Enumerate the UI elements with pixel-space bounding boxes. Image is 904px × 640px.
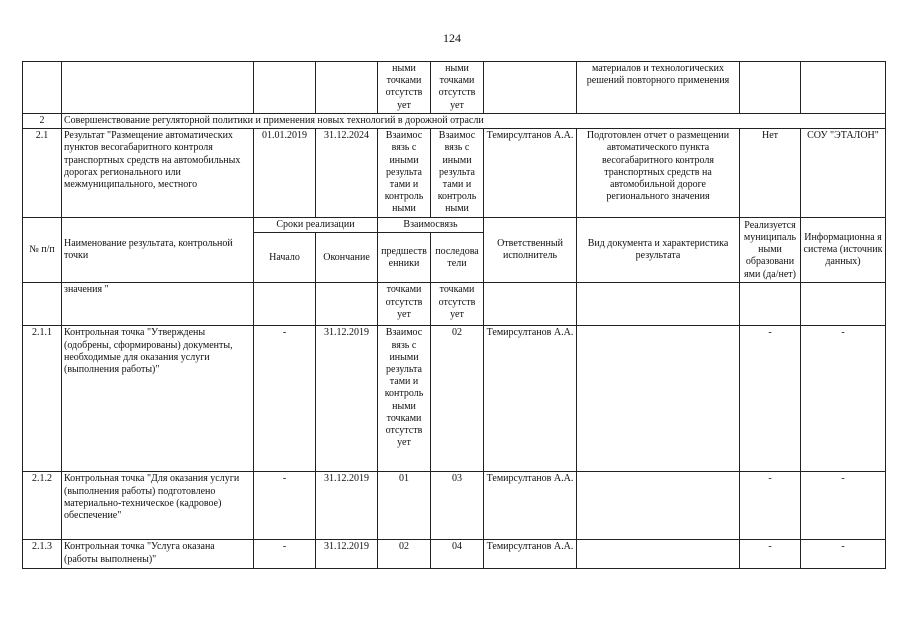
table-row — [23, 62, 886, 114]
responsible-cell: Темирсултанов А.А. — [484, 326, 577, 472]
checkpoint-name: Контрольная точка "Услуга оказана (работы выполнены)" — [62, 540, 254, 569]
header-predecessors: предшеств енники — [378, 233, 431, 283]
successors-cell: 04 — [431, 540, 484, 569]
table-row — [23, 283, 886, 326]
document-cell: Подготовлен отчет о размещении автоматического пункта весогабаритного контроля транспортных средств на автомобильной дороге регионального значения — [577, 129, 740, 218]
predecessors-cell: точками отсутств ует — [378, 283, 431, 326]
row-number: 2.1.1 — [23, 326, 62, 472]
successors-cell: точками отсутств ует — [431, 283, 484, 326]
table-row — [23, 472, 886, 540]
info-system-cell: - — [801, 472, 886, 540]
start-date: - — [254, 326, 316, 472]
municipal-cell: - — [740, 326, 801, 472]
document-cell — [577, 472, 740, 540]
table-header-row — [23, 218, 886, 233]
checkpoint-name: Контрольная точка "Для оказания услуги (выполнения работы) подготовлено материально-техническое (кадровое) обеспечение" — [62, 472, 254, 540]
start-date: - — [254, 472, 316, 540]
start-date: - — [254, 540, 316, 569]
row-number: 2 — [23, 114, 62, 129]
info-system-cell: - — [801, 326, 886, 472]
header-document: Вид документа и характеристика результата — [577, 218, 740, 283]
section-row — [23, 114, 886, 129]
municipal-cell: - — [740, 472, 801, 540]
header-relation: Взаимосвязь — [378, 218, 484, 233]
successors-cell: 03 — [431, 472, 484, 540]
section-title: Совершенствование регуляторной политики и применения новых технологий в дорожной отрасли — [62, 114, 886, 129]
document-cell — [577, 326, 740, 472]
end-date: 31.12.2019 — [316, 472, 378, 540]
header-start: Начало — [254, 233, 316, 283]
header-name: Наименование результата, контрольной точки — [62, 218, 254, 283]
end-date: 31.12.2024 — [316, 129, 378, 218]
end-date: 31.12.2019 — [316, 326, 378, 472]
end-date: 31.12.2019 — [316, 540, 378, 569]
table-row — [23, 540, 886, 569]
info-system-cell: - — [801, 540, 886, 569]
header-successors: последова тели — [431, 233, 484, 283]
predecessors-cell: Взаимос вязь с иными результа тами и контроль ными — [378, 129, 431, 218]
result-name: Результат "Размещение автоматических пунктов весогабаритного контроля транспортных средств на автомобильных дорогах регионального или межмуниципального, местного — [62, 129, 254, 218]
municipal-cell: Нет — [740, 129, 801, 218]
responsible-cell: Темирсултанов А.А. — [484, 472, 577, 540]
document-cell: материалов и технологических решений повторного применения — [577, 62, 740, 114]
results-table — [22, 61, 886, 569]
responsible-cell: Темирсултанов А.А. — [484, 129, 577, 218]
header-end: Окончание — [316, 233, 378, 283]
header-number: № п/п — [23, 218, 62, 283]
successors-cell: 02 — [431, 326, 484, 472]
successors-cell: ными точками отсутств ует — [431, 62, 484, 114]
header-info-system: Информационна я система (источник данных) — [801, 218, 886, 283]
page-number: 124 — [443, 31, 461, 45]
predecessors-cell: 01 — [378, 472, 431, 540]
responsible-cell: Темирсултанов А.А. — [484, 540, 577, 569]
row-number: 2.1 — [23, 129, 62, 218]
header-deadlines: Сроки реализации — [254, 218, 378, 233]
header-municipal: Реализуется муниципаль ными образовани ями (да/нет) — [740, 218, 801, 283]
successors-cell: Взаимос вязь с иными результа тами и контроль ными — [431, 129, 484, 218]
municipal-cell: - — [740, 540, 801, 569]
row-number: 2.1.3 — [23, 540, 62, 569]
header-responsible: Ответственный исполнитель — [484, 218, 577, 283]
table-row — [23, 326, 886, 472]
predecessors-cell: Взаимос вязь с иными результа тами и контроль ными точками отсутств ует — [378, 326, 431, 472]
document-cell — [577, 540, 740, 569]
predecessors-cell: 02 — [378, 540, 431, 569]
checkpoint-name: Контрольная точка "Утверждены (одобрены, сформированы) документы, необходимые для оказания услуги (выполнения работы)" — [62, 326, 254, 472]
row-number: 2.1.2 — [23, 472, 62, 540]
predecessors-cell: ными точками отсутств ует — [378, 62, 431, 114]
start-date: 01.01.2019 — [254, 129, 316, 218]
info-system-cell: СОУ "ЭТАЛОН" — [801, 129, 886, 218]
table-row — [23, 129, 886, 218]
result-name: значения " — [62, 283, 254, 326]
